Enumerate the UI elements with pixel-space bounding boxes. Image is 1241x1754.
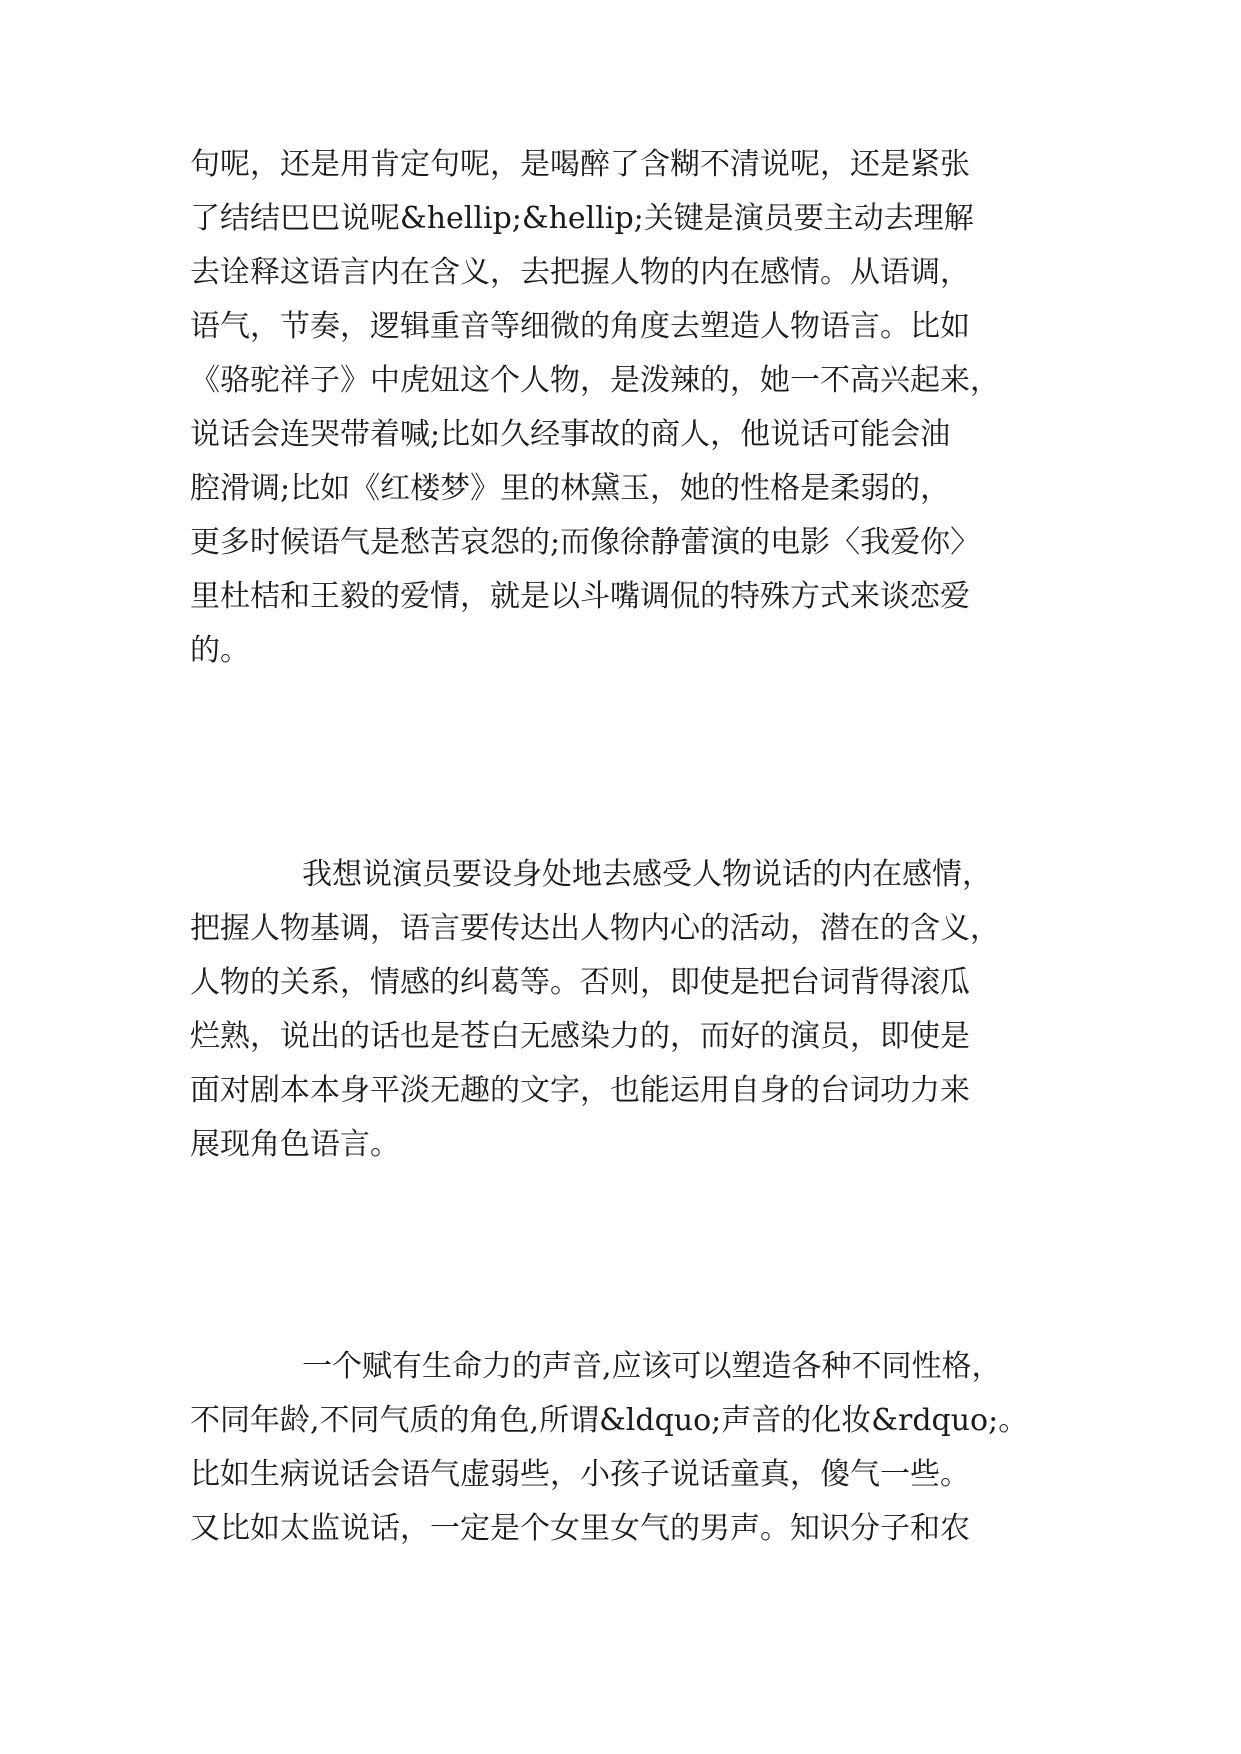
text-line: 烂熟，说出的话也是苍白无感染力的，而好的演员，即使是 bbox=[190, 1019, 970, 1054]
text-line: 了结结巴巴说呢&hellip;&hellip;关键是演员要主动去理解 bbox=[190, 201, 974, 236]
text-line: 把握人物基调，语言要传达出人物内心的活动，潜在的含义， bbox=[190, 911, 1000, 946]
text-line: 展现角色语言。 bbox=[190, 1127, 400, 1162]
text-line: 一个赋有生命力的声音,应该可以塑造各种不同性格， bbox=[302, 1349, 1002, 1384]
text-line: 不同年龄,不同气质的角色,所谓&ldquo;声音的化妆&rdquo;。 bbox=[190, 1403, 1029, 1438]
text-line: 更多时候语气是愁苦哀怨的;而像徐静蕾演的电影〈我爱你〉 bbox=[190, 525, 981, 560]
text-line: 又比如太监说话，一定是个女里女气的男声。知识分子和农 bbox=[190, 1511, 970, 1546]
paragraph-1 bbox=[190, 138, 1070, 678]
text-line: 说话会连哭带着喊;比如久经事故的商人，他说话可能会油 bbox=[190, 417, 951, 452]
text-line: 句呢，还是用肯定句呢，是喝醉了含糊不清说呢，还是紧张 bbox=[190, 147, 970, 182]
text-line: 我想说演员要设身处地去感受人物说话的内在感情， bbox=[302, 857, 992, 892]
text-line: 语气，节奏，逻辑重音等细微的角度去塑造人物语言。比如 bbox=[190, 309, 970, 344]
text-line: 人物的关系，情感的纠葛等。否则，即使是把台词背得滚瓜 bbox=[190, 965, 970, 1000]
text-line: 里杜桔和王毅的爱情，就是以斗嘴调侃的特殊方式来谈恋爱 bbox=[190, 579, 970, 614]
text-line: 比如生病说话会语气虚弱些，小孩子说话童真，傻气一些。 bbox=[190, 1457, 970, 1492]
paragraph-3 bbox=[190, 1340, 1070, 1556]
text-line: 去诠释这语言内在含义，去把握人物的内在感情。从语调， bbox=[190, 255, 970, 290]
text-line: 面对剧本本身平淡无趣的文字，也能运用自身的台词功力来 bbox=[190, 1073, 970, 1108]
text-line: 的。 bbox=[190, 633, 250, 668]
text-line: 《骆驼祥子》中虎妞这个人物，是泼辣的，她一不高兴起来， bbox=[190, 363, 1000, 398]
text-line: 腔滑调;比如《红楼梦》里的林黛玉，她的性格是柔弱的， bbox=[190, 471, 951, 506]
paragraph-2 bbox=[190, 848, 1070, 1172]
